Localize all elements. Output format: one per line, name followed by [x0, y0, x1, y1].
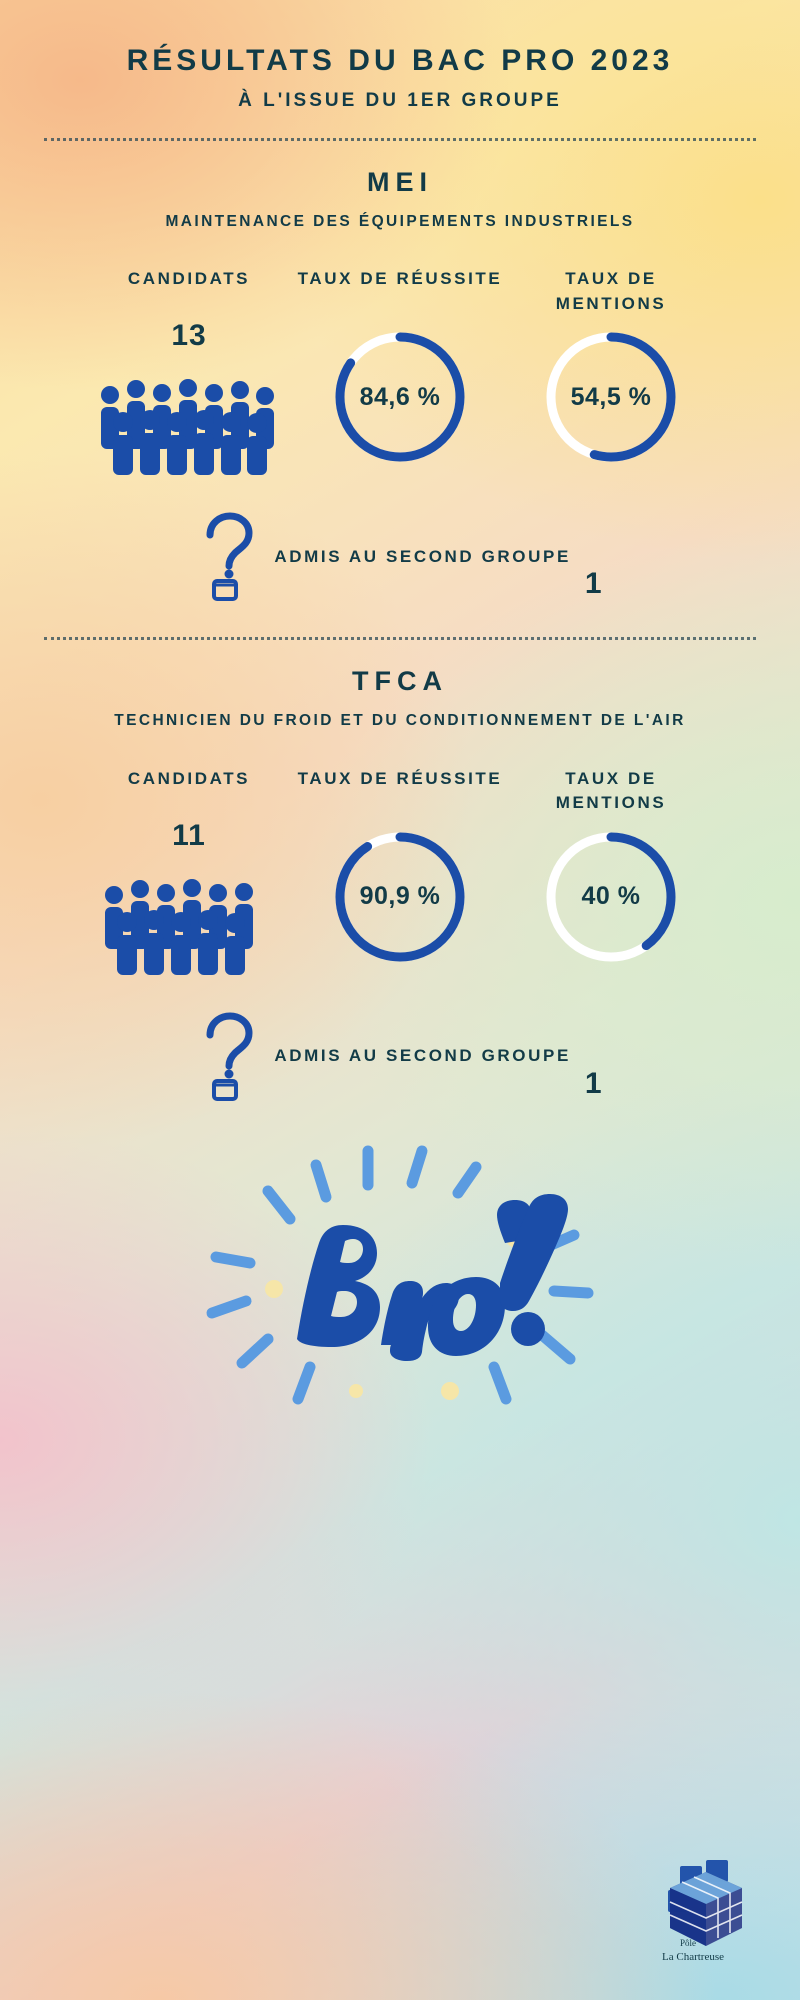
mentions-rate-value: 54,5 %: [570, 382, 652, 411]
second-group-count: 1: [584, 567, 602, 601]
mentions-rate-label: TAUX DE MENTIONS: [555, 269, 667, 313]
candidates-block: [87, 267, 292, 477]
mentions-rate-donut: [509, 327, 714, 467]
second-group-label: ADMIS AU SECOND GROUPE: [274, 1046, 571, 1066]
stats-row: [16, 267, 784, 477]
candidates-block: [87, 767, 292, 977]
success-rate-block: [298, 267, 503, 467]
page-subtitle: À L'ISSUE DU 1ER GROUPE: [238, 90, 562, 111]
stats-row: [16, 767, 784, 977]
candidates-count: 11: [172, 818, 206, 852]
second-group-label: ADMIS AU SECOND GROUPE: [274, 547, 571, 567]
logo-line1: Pôle: [680, 1938, 697, 1948]
mentions-rate-value: 40 %: [581, 882, 641, 910]
second-group-count: 1: [584, 1066, 602, 1100]
success-rate-label: TAUX DE RÉUSSITE: [297, 768, 503, 788]
question-mark-icon: [198, 511, 260, 603]
candidates-label: CANDIDATS: [127, 269, 251, 289]
section-code: MEI: [366, 167, 433, 197]
people-pictogram: [87, 367, 292, 477]
question-mark-icon: [198, 1011, 260, 1103]
people-pictogram: [87, 867, 292, 977]
mentions-rate-block: [509, 767, 714, 967]
page-title: RÉSULTATS DU BAC PRO 2023: [126, 44, 674, 77]
success-rate-donut: [298, 827, 503, 967]
logo: [646, 1850, 766, 1970]
success-rate-block: [298, 767, 503, 967]
section-tfca: [16, 666, 784, 1102]
section-mei: [16, 167, 784, 603]
divider-middle: [44, 637, 756, 640]
success-rate-label: TAUX DE RÉUSSITE: [297, 269, 503, 289]
section-name: TECHNICIEN DU FROID ET DU CONDITIONNEMENT DE L'AIR: [114, 712, 686, 730]
mentions-rate-label: TAUX DE MENTIONS: [555, 768, 667, 813]
divider-top: [44, 138, 756, 141]
candidates-label: CANDIDATS: [127, 768, 251, 788]
second-group-row: [16, 511, 784, 603]
mentions-rate-block: [509, 267, 714, 467]
bravo-illustration: [16, 1123, 784, 1423]
success-rate-value: 90,9 %: [359, 882, 441, 910]
success-rate-donut: [298, 327, 503, 467]
section-code: TFCA: [352, 666, 448, 697]
candidates-count: 13: [171, 319, 207, 353]
success-rate-value: 84,6 %: [359, 382, 441, 411]
mentions-rate-donut: [509, 827, 714, 967]
infographic-frame: [16, 14, 784, 1986]
section-name: MAINTENANCE DES ÉQUIPEMENTS INDUSTRIELS: [165, 213, 635, 230]
logo-line2: La Chartreuse: [662, 1951, 724, 1963]
second-group-row: [16, 1011, 784, 1103]
